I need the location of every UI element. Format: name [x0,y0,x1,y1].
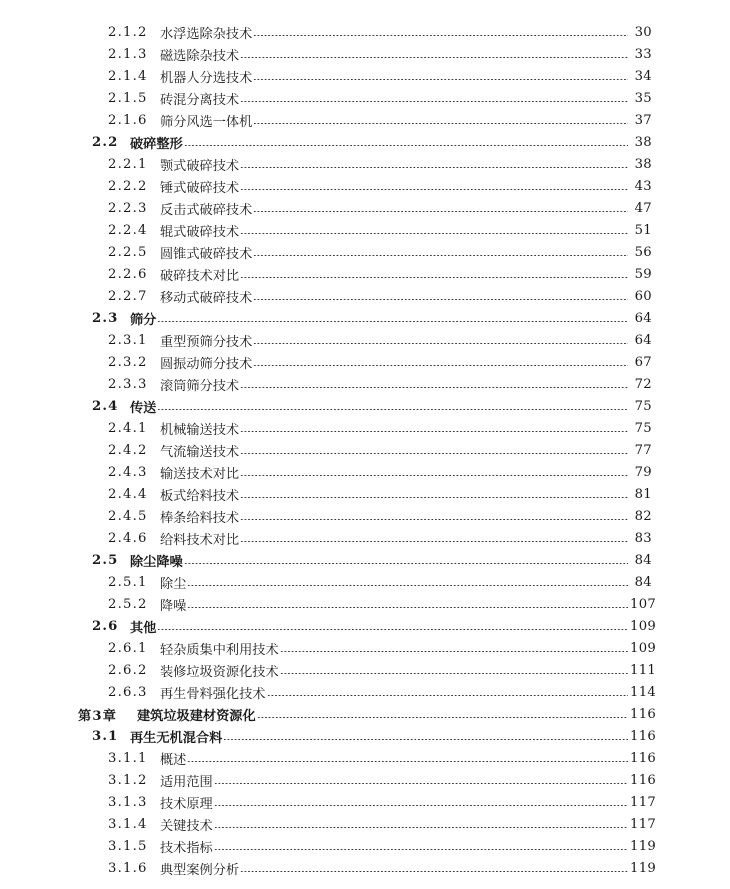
toc-entry-title: 其他 [130,620,157,636]
toc-page-number: 59 [634,266,652,282]
toc-subsection-entry[interactable] [0,65,730,87]
toc-dot-leader [240,233,628,234]
toc-entry-title: 除尘降噪 [130,554,183,570]
toc-entry-title: 圆振动筛分技术 [160,356,253,372]
toc-page-number: 119 [630,860,657,876]
toc-entry-number: 2.4.3 [108,464,148,480]
toc-page-number: 119 [630,838,657,854]
toc-subsection-entry[interactable] [0,351,730,373]
toc-page-number: 84 [634,574,652,590]
toc-page-number: 81 [634,486,652,502]
toc-entry-number: 3.1.2 [108,772,148,788]
toc-entry-number: 2.1.5 [108,90,148,106]
toc-section-entry[interactable] [0,615,730,637]
toc-page-number: 64 [634,310,652,326]
toc-page-number: 38 [634,156,652,172]
toc-entry-number: 2.4.4 [108,486,148,502]
toc-page-number: 79 [634,464,652,480]
toc-entry-title: 技术指标 [160,840,213,856]
toc-entry-number: 2.4 [92,398,119,414]
toc-entry-title: 再生无机混合料 [130,730,223,746]
toc-entry-number: 3.1.6 [108,860,148,876]
toc-page-number: 67 [634,354,652,370]
toc-entry-number: 2.4.1 [108,420,148,436]
toc-entry-title: 再生骨料强化技术 [160,686,266,702]
toc-page-number: 72 [634,376,652,392]
toc-entry-number: 2.5.1 [108,574,148,590]
toc-entry-title: 滚筒筛分技术 [160,378,240,394]
toc-dot-leader [240,541,628,542]
toc-page-number: 111 [630,662,657,678]
toc-dot-leader [253,255,628,256]
toc-dot-leader [267,695,629,696]
toc-entry-title: 概述 [160,752,187,768]
toc-entry-number: 2.2.3 [108,200,148,216]
toc-entry-title: 移动式破碎技术 [160,290,253,306]
toc-subsection-entry[interactable] [0,857,730,879]
toc-section-entry[interactable] [0,131,730,153]
toc-dot-leader [240,871,628,872]
toc-subsection-entry[interactable] [0,791,730,813]
table-of-contents [0,21,730,879]
toc-entry-title: 气流输送技术 [160,444,240,460]
toc-entry-number: 第3章 [78,708,118,724]
toc-subsection-entry[interactable] [0,593,730,615]
toc-section-entry[interactable] [0,549,730,571]
toc-subsection-entry[interactable] [0,659,730,681]
toc-dot-leader [240,497,628,498]
toc-entry-title: 破碎整形 [130,136,183,152]
toc-entry-title: 轻杂质集中利用技术 [160,642,279,658]
toc-subsection-entry[interactable] [0,483,730,505]
toc-dot-leader [253,35,628,36]
toc-entry-title: 关键技术 [160,818,213,834]
toc-entry-number: 3.1 [92,728,119,744]
toc-entry-number: 2.4.2 [108,442,148,458]
toc-entry-number: 2.3.3 [108,376,148,392]
toc-page-number: 117 [630,794,657,810]
toc-entry-title: 圆锥式破碎技术 [160,246,253,262]
toc-dot-leader [240,277,628,278]
toc-entry-title: 建筑垃圾建材资源化 [137,708,256,724]
toc-dot-leader [253,79,628,80]
toc-dot-leader [214,805,628,806]
toc-page-number: 35 [634,90,652,106]
toc-subsection-entry[interactable] [0,329,730,351]
toc-entry-number: 2.2.5 [108,244,148,260]
toc-dot-leader [253,299,628,300]
toc-dot-leader [240,189,628,190]
toc-subsection-entry[interactable] [0,681,730,703]
toc-page-number: 60 [634,288,652,304]
toc-dot-leader [157,321,628,322]
toc-page-number: 116 [630,750,657,766]
toc-entry-number: 2.4.6 [108,530,148,546]
toc-section-entry[interactable] [0,395,730,417]
toc-entry-number: 3.1.3 [108,794,148,810]
toc-page-number: 116 [630,728,657,744]
toc-entry-title: 颚式破碎技术 [160,158,240,174]
toc-entry-title: 砖混分离技术 [160,92,240,108]
toc-entry-number: 2.2.6 [108,266,148,282]
toc-entry-title: 水浮选除杂技术 [160,26,253,42]
toc-page-number: 116 [630,706,657,722]
toc-subsection-entry[interactable] [0,373,730,395]
toc-dot-leader [214,849,628,850]
toc-entry-title: 锤式破碎技术 [160,180,240,196]
toc-subsection-entry[interactable] [0,87,730,109]
toc-page-number: 109 [630,618,657,634]
toc-page-number: 82 [634,508,652,524]
toc-page-number: 43 [634,178,652,194]
toc-subsection-entry[interactable] [0,175,730,197]
toc-subsection-entry[interactable] [0,241,730,263]
toc-entry-number: 3.1.1 [108,750,148,766]
toc-dot-leader [240,57,628,58]
toc-subsection-entry[interactable] [0,571,730,593]
toc-section-entry[interactable] [0,307,730,329]
toc-entry-title: 技术原理 [160,796,213,812]
toc-entry-title: 磁选除杂技术 [160,48,240,64]
toc-entry-number: 2.3.1 [108,332,148,348]
toc-dot-leader [280,651,628,652]
toc-dot-leader [240,431,628,432]
toc-entry-title: 给料技术对比 [160,532,240,548]
toc-entry-title: 降噪 [160,598,187,614]
toc-entry-title: 除尘 [160,576,187,592]
toc-section-entry[interactable] [0,725,730,747]
toc-subsection-entry[interactable] [0,263,730,285]
toc-subsection-entry[interactable] [0,153,730,175]
toc-subsection-entry[interactable] [0,43,730,65]
toc-page-number: 38 [634,134,652,150]
toc-page-number: 116 [630,772,657,788]
toc-page-number: 34 [634,68,652,84]
toc-subsection-entry[interactable] [0,747,730,769]
toc-dot-leader [184,145,628,146]
toc-entry-number: 2.3 [92,310,119,326]
toc-subsection-entry[interactable] [0,813,730,835]
toc-entry-number: 2.1.3 [108,46,148,62]
toc-entry-number: 2.5 [92,552,119,568]
toc-subsection-entry[interactable] [0,527,730,549]
toc-entry-title: 板式给料技术 [160,488,240,504]
toc-dot-leader [214,827,628,828]
toc-entry-number: 3.1.5 [108,838,148,854]
toc-entry-number: 3.1.4 [108,816,148,832]
toc-entry-title: 输送技术对比 [160,466,240,482]
toc-entry-number: 2.6 [92,618,119,634]
toc-entry-number: 2.2.4 [108,222,148,238]
toc-dot-leader [253,343,628,344]
toc-entry-number: 2.1.6 [108,112,148,128]
toc-chapter-entry[interactable] [0,703,730,725]
toc-dot-leader [240,101,628,102]
toc-subsection-entry[interactable] [0,417,730,439]
toc-entry-title: 破碎技术对比 [160,268,240,284]
toc-entry-title: 装修垃圾资源化技术 [160,664,279,680]
toc-dot-leader [223,739,628,740]
toc-page-number: 51 [634,222,652,238]
toc-dot-leader [187,607,628,608]
toc-entry-title: 筛分 [130,312,157,328]
toc-entry-number: 2.1.4 [108,68,148,84]
toc-dot-leader [240,167,628,168]
toc-page-number: 75 [634,398,652,414]
toc-entry-title: 重型预筛分技术 [160,334,253,350]
toc-entry-number: 2.6.1 [108,640,148,656]
toc-dot-leader [257,717,628,718]
toc-entry-number: 2.2 [92,134,119,150]
toc-page-number: 37 [634,112,652,128]
toc-subsection-entry[interactable] [0,461,730,483]
toc-entry-title: 适用范围 [160,774,213,790]
toc-page-number: 64 [634,332,652,348]
toc-page-number: 107 [630,596,657,612]
toc-page-number: 84 [634,552,652,568]
toc-page-number: 47 [634,200,652,216]
toc-page-number: 83 [634,530,652,546]
toc-dot-leader [240,387,628,388]
toc-dot-leader [240,475,628,476]
toc-page-number: 33 [634,46,652,62]
toc-dot-leader [280,673,628,674]
toc-dot-leader [214,783,628,784]
toc-page-number: 56 [634,244,652,260]
toc-dot-leader [184,563,628,564]
toc-dot-leader [253,365,628,366]
toc-entry-number: 2.5.2 [108,596,148,612]
toc-subsection-entry[interactable] [0,197,730,219]
toc-entry-title: 机器人分选技术 [160,70,253,86]
toc-subsection-entry[interactable] [0,769,730,791]
toc-entry-number: 2.2.2 [108,178,148,194]
toc-subsection-entry[interactable] [0,439,730,461]
toc-dot-leader [187,585,628,586]
toc-subsection-entry[interactable] [0,505,730,527]
toc-entry-title: 筛分风选一体机 [160,114,253,130]
toc-subsection-entry[interactable] [0,637,730,659]
toc-entry-number: 2.1.2 [108,24,148,40]
toc-dot-leader [253,211,628,212]
toc-dot-leader [240,519,628,520]
toc-entry-number: 2.3.2 [108,354,148,370]
toc-subsection-entry[interactable] [0,285,730,307]
toc-subsection-entry[interactable] [0,21,730,43]
toc-dot-leader [187,761,628,762]
toc-page-number: 109 [630,640,657,656]
toc-entry-number: 2.6.2 [108,662,148,678]
toc-page-number: 77 [634,442,652,458]
toc-dot-leader [240,453,628,454]
toc-entry-number: 2.2.7 [108,288,148,304]
toc-entry-title: 传送 [130,400,157,416]
toc-entry-number: 2.2.1 [108,156,148,172]
toc-page-number: 117 [630,816,657,832]
toc-page-number: 30 [634,24,652,40]
toc-entry-number: 2.4.5 [108,508,148,524]
toc-dot-leader [253,123,628,124]
toc-page-number: 114 [630,684,657,700]
toc-entry-title: 机械输送技术 [160,422,240,438]
toc-page-number: 75 [634,420,652,436]
toc-subsection-entry[interactable] [0,835,730,857]
toc-dot-leader [157,409,628,410]
toc-subsection-entry[interactable] [0,109,730,131]
toc-entry-title: 棒条给料技术 [160,510,240,526]
toc-entry-title: 反击式破碎技术 [160,202,253,218]
toc-subsection-entry[interactable] [0,219,730,241]
toc-entry-number: 2.6.3 [108,684,148,700]
toc-entry-title: 典型案例分析 [160,862,240,878]
toc-entry-title: 辊式破碎技术 [160,224,240,240]
toc-dot-leader [157,629,628,630]
